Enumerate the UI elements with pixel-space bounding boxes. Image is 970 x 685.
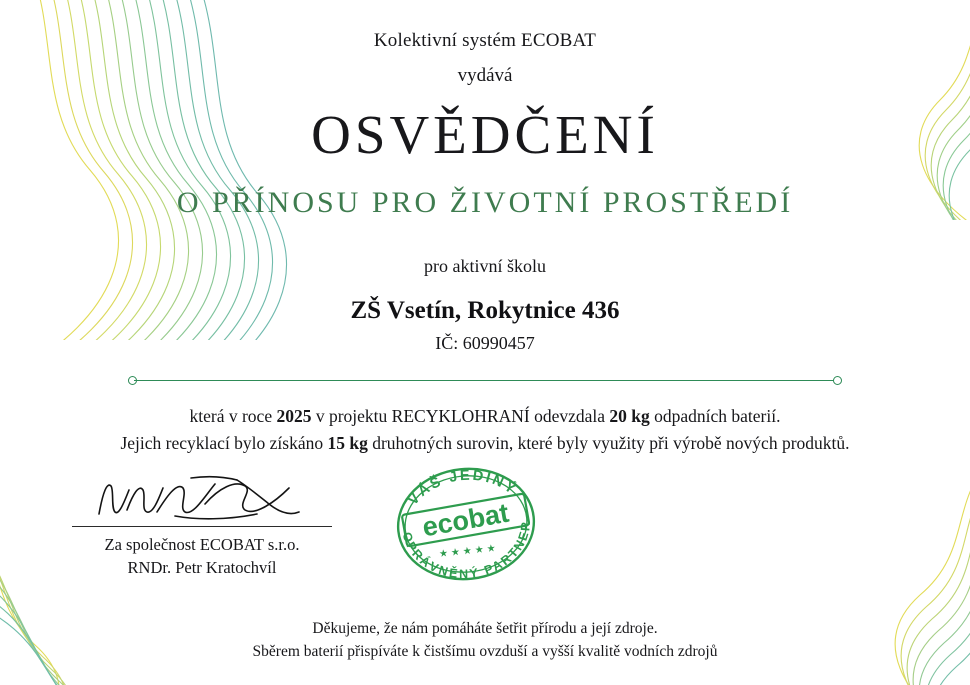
stamp-brand: ecobat [420,497,512,543]
achievement-line-1 [60,403,910,430]
footer-line-1: Děkujeme, že nám pomáháte šetřit přírodu a její zdroje. [312,620,658,638]
stamp-top-text: VÁŠ JEDINÝ [405,467,521,509]
text-recycled-suffix: druhotných surovin, které byly využity při výrobě nových produktů. [367,432,850,453]
stamp-bottom-text: OPRÁVNĚNÝ PARTNER [399,519,534,582]
signature-person: RNDr. Petr Kratochvíl [127,558,277,577]
divider [128,375,842,387]
footer-line-2: Sběrem baterií přispíváte k čistšímu ovzduší a vyšší kvalitě vodních zdrojů [252,642,718,660]
divider-line [134,380,836,381]
recycled-amount: 15 kg [327,432,368,453]
school-ico: IČ: 60990457 [435,332,535,353]
certificate-title: OSVĚDČENÍ [311,104,659,165]
school-name: ZŠ Vsetín, Rokytnice 436 [350,296,620,324]
text-batteries-suffix: odpadních baterií. [649,405,781,426]
collection-year: 2025 [276,405,312,426]
issuer-line: Kolektivní systém ECOBAT [373,30,597,51]
certificate-subtitle: O PŘÍNOSU PRO ŽIVOTNÍ PROSTŘEDÍ [176,185,794,219]
achievement-text [60,403,910,457]
text-recycled-prefix: Jejich recyklací bylo získáno [120,432,328,453]
collected-amount: 20 kg [609,405,650,426]
text-project: v projektu RECYKLOHRANÍ odevzdala [311,405,610,426]
signature-company: Za společnost ECOBAT s.r.o. [104,535,300,554]
divider-dot-right [833,376,842,385]
stamp-stars: ★★★★★ [438,542,500,560]
verb-line: vydává [457,65,513,86]
recipient-label: pro aktivní školu [424,255,546,276]
achievement-line-2 [60,430,910,457]
text-year-prefix: která v roce [189,405,277,426]
